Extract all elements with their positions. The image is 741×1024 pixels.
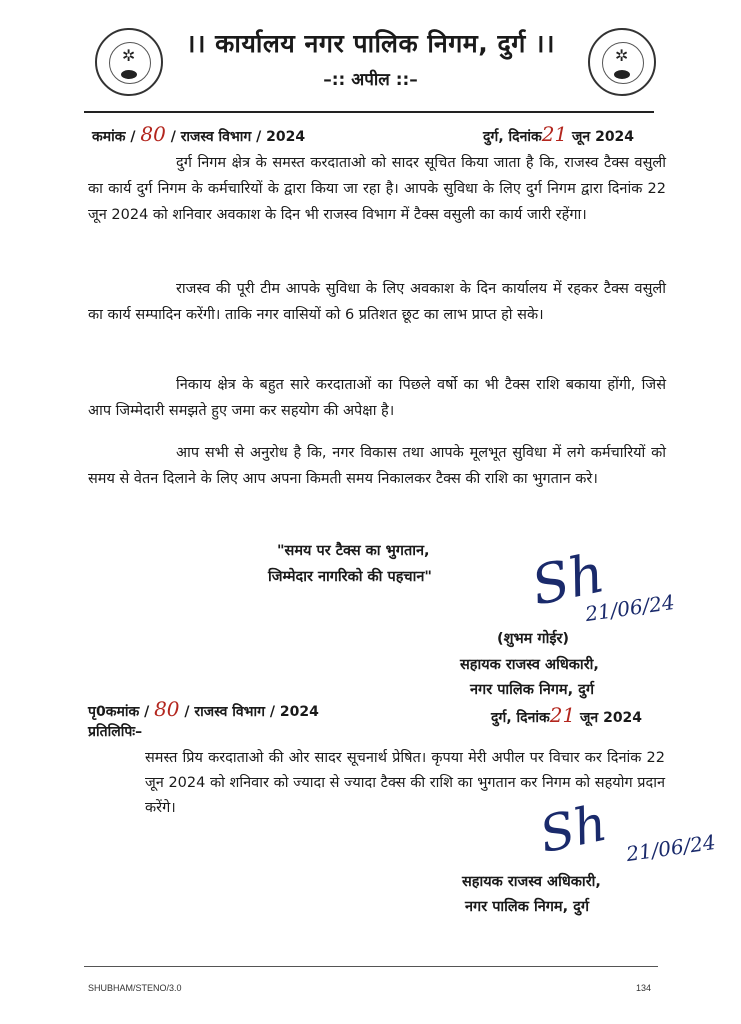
- handwritten-day: 21: [541, 122, 568, 146]
- copy-signature: Sh: [534, 793, 612, 865]
- signatory-designation: सहायक राजस्व अधिकारी,: [460, 657, 599, 673]
- slogan-line-2: जिम्मेदार नागरिको की पहचान": [268, 569, 432, 585]
- body-paragraph-2: राजस्व की पूरी टीम आपके सुविधा के लिए अवकाश के दिन कार्यालय में रहकर टैक्स वसुली का कार्य सम्पादिन करेंगी। ताकि नगर वासियों को 6 प्रतिशत छूट का लाभ प्राप्त हो सके।: [88, 281, 666, 323]
- copy-signatory-designation: सहायक राजस्व अधिकारी,: [462, 874, 601, 890]
- signature: Sh: [526, 541, 610, 618]
- handwritten-copy-number: 80: [154, 697, 180, 721]
- signature-date: 21/06/24: [583, 589, 677, 627]
- footer-divider: [84, 966, 658, 967]
- copy-signatory-office: नगर पालिक निगम, दुर्ग: [465, 899, 590, 915]
- copy-reference-number: पृ0कमांक / 80 / राजस्व विभाग / 2024: [88, 697, 319, 721]
- footer-code: SHUBHAM/STENO/3.0: [88, 983, 182, 993]
- copy-signature-date: 21/06/24: [624, 829, 718, 867]
- copy-reference-date: दुर्ग, दिनांक21 जून 2024: [491, 703, 643, 727]
- copy-label: प्रतिलिपिः–: [88, 724, 143, 740]
- office-title: ।। कार्यालय नगर पालिक निगम, दुर्ग ।।: [186, 29, 555, 58]
- signatory-office: नगर पालिक निगम, दुर्ग: [470, 682, 595, 698]
- body-paragraph-4: आप सभी से अनुरोध है कि, नगर विकास तथा आपके मूलभूत सुविधा में लगे कर्मचारियों को समय से वेतन दिलाने के लिए आप अपना किमती समय निकालकर टैक्स की राशि का भुगतान करे।: [88, 445, 666, 487]
- reference-date: दुर्ग, दिनांक21 जून 2024: [483, 122, 635, 146]
- body-paragraph-3: निकाय क्षेत्र के बहुत सारे करदाताओं का पिछले वर्षो का भी टैक्स राशि बकाया होंगी, जिसे आप जिम्मेदारी समझते हुए जमा कर सहयोग की अपेक्षा है।: [88, 377, 666, 419]
- handwritten-ref-number: 80: [140, 122, 166, 146]
- signatory-name: (शुभम गोईर): [497, 631, 569, 647]
- slogan-line-1: "समय पर टैक्स का भुगतान,: [277, 543, 430, 559]
- reference-number: कमांक / 80 / राजस्व विभाग / 2024: [92, 122, 306, 146]
- copy-text: समस्त प्रिय करदाताओ की ओर सादर सूचनार्थ प्रेषित। कृपया मेरी अपील पर विचार कर दिनांक 22 जून 2024 को शनिवार को ज्यादा से ज्यादा टैक्स की राशि का भुगतान कर निगम को सहयोग प्रदान करेंगे।: [145, 750, 665, 816]
- municipal-seal-right: ✲: [588, 28, 656, 96]
- appeal-subtitle: –:: अपील ::–: [323, 70, 418, 90]
- municipal-seal-left: ✲: [95, 28, 163, 96]
- body-paragraph-1: दुर्ग निगम क्षेत्र के समस्त करदाताओ को सादर सूचित किया जाता है कि, राजस्व टैक्स वसुली का कार्य दुर्ग निगम के कर्मचारियों के द्वारा किया जा रहा है। आपके सुविधा के लिए दुर्ग निगम द्वारा दिनांक 22 जून 2024 को शनिवार अवकाश के दिन भी राजस्व विभाग में टैक्स वसुली का कार्य जारी रहेंगा।: [88, 155, 666, 223]
- handwritten-copy-day: 21: [549, 703, 576, 727]
- page-number: 134: [636, 983, 652, 993]
- header-divider: [84, 111, 654, 113]
